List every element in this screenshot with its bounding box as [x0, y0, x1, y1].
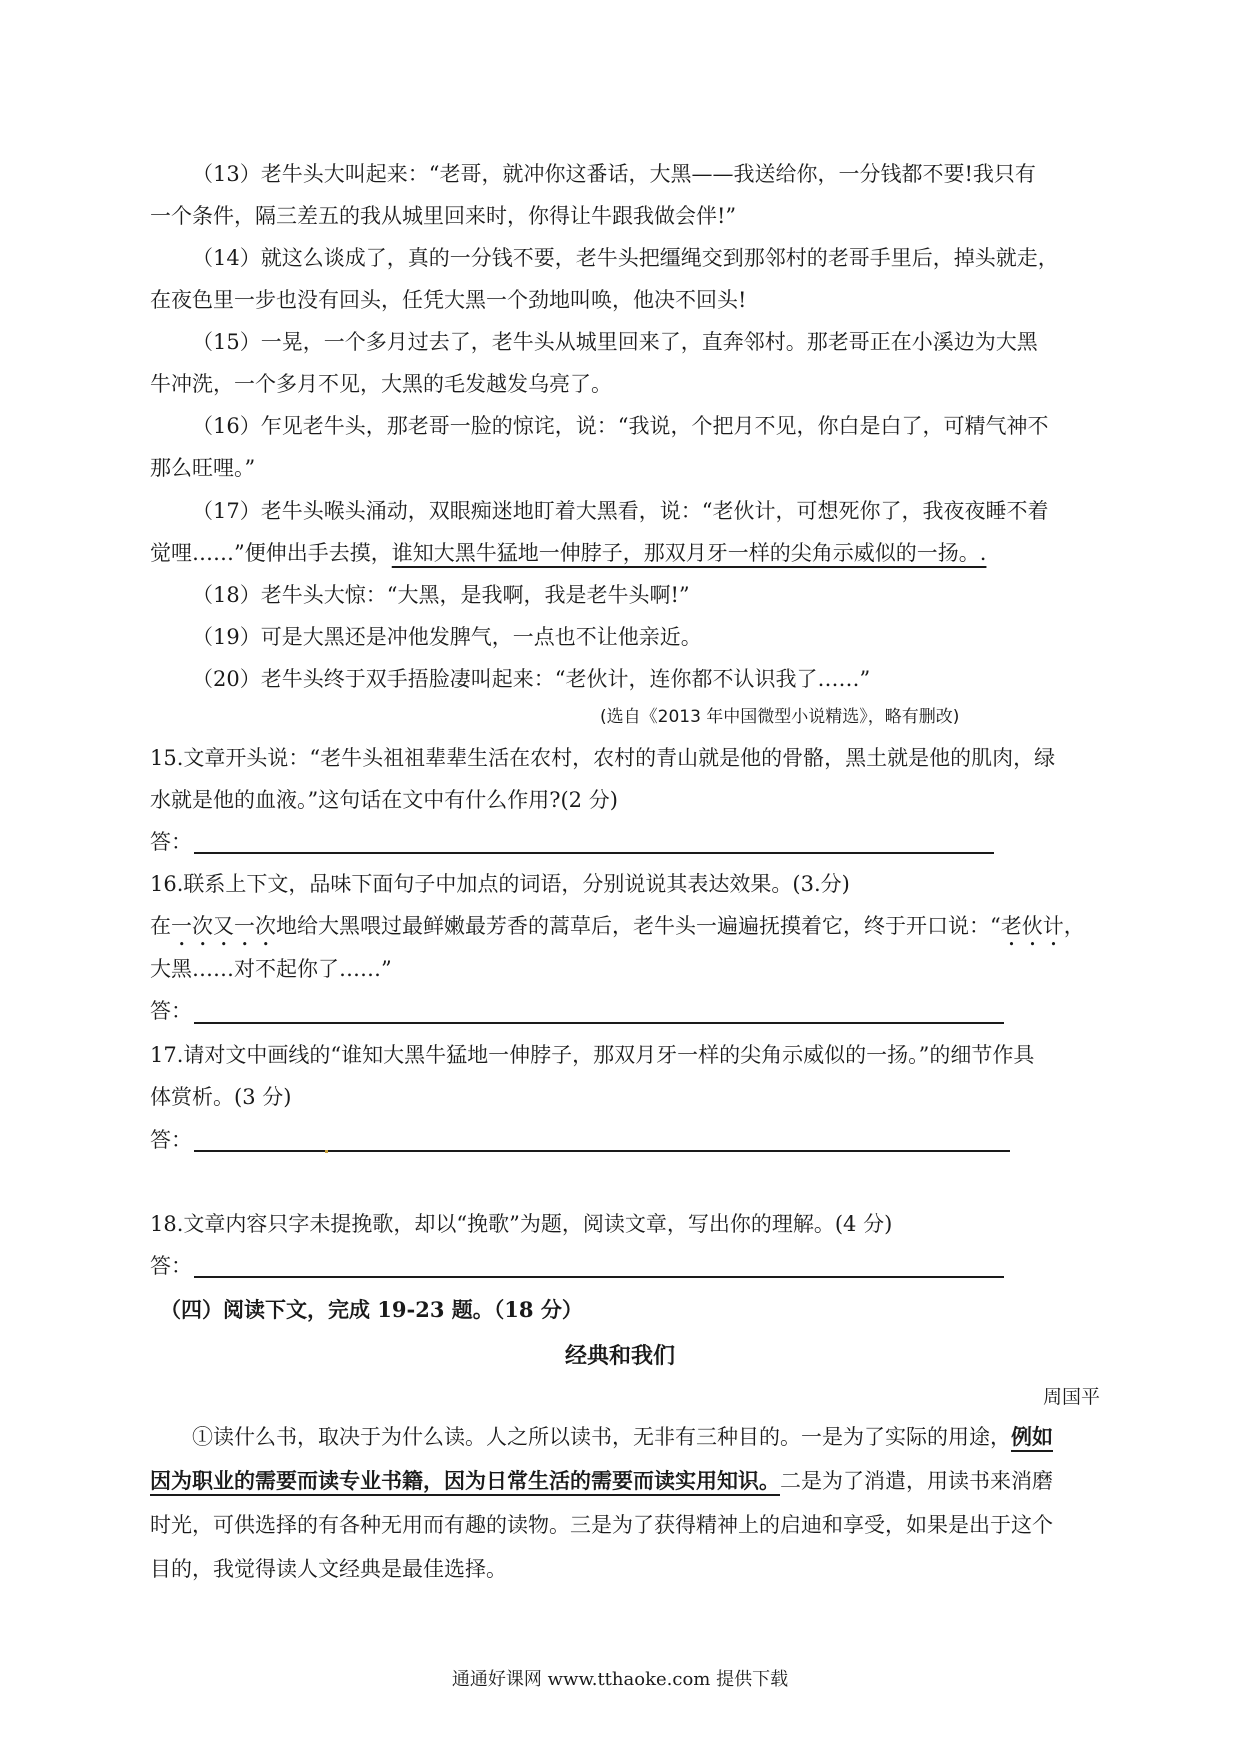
para-13-line1: （13）老牛头大叫起来：“老哥，就冲你这番话，大黑——我送给你，一分钱都不要!我只有: [192, 162, 1036, 186]
para-20: （20）老牛头终于双手捂脸凄叫起来：“老伙计，连你都不认识我了……”: [192, 667, 871, 691]
para-17-line1: （17）老牛头喉头涌动，双眼痴迷地盯着大黑看，说：“老伙计，可想死你了，我夜夜睡不着: [192, 499, 1049, 523]
question-15-line1: 15.文章开头说：“老牛头祖祖辈辈生活在农村，农村的青山就是他的骨骼，黑土就是他的肌肉，绿: [150, 746, 1056, 770]
section-4-heading: （四）阅读下文，完成 19-23 题。（18 分）: [160, 1297, 583, 1322]
para-19: （19）可是大黑还是冲他发脾气，一点也不让他亲近。: [192, 625, 702, 649]
article-p1-line3: 时光，可供选择的有各种无用而有趣的读物。三是为了获得精神上的启迪和享受，如果是出于这个: [150, 1513, 1053, 1537]
scan-speck: [325, 1150, 328, 1153]
article-underlined-b: 因为职业的需要而读专业书籍，因为日常生活的需要而读实用知识。: [150, 1468, 780, 1493]
answer-label-16: 答：: [150, 999, 192, 1023]
source-citation: (选自《2013 年中国微型小说精选》，略有删改): [600, 707, 960, 727]
para-16-line2: 那么旺哩。”: [150, 456, 256, 480]
para-18: （18）老牛头大惊：“大黑，是我啊，我是老牛头啊!”: [192, 583, 690, 607]
q16-text-e: ，: [1063, 914, 1085, 938]
question-15-line2: 水就是他的血液。”这句话在文中有什么作用?(2 分): [150, 788, 618, 812]
para-15-line2: 牛冲洗，一个多月不见，大黑的毛发越发乌亮了。: [150, 372, 612, 396]
para-13-line2: 一个条件，隔三差五的我从城里回来时，你得让牛跟我做会伴!”: [150, 204, 737, 228]
question-18-line1: 18.文章内容只字未提挽歌，却以“挽歌”为题，阅读文章，写出你的理解。(4 分): [150, 1212, 893, 1236]
dotted-word-1: 一次又一次: [171, 914, 276, 938]
article-author: 周国平: [1042, 1386, 1100, 1408]
answer-label-15: 答：: [150, 830, 192, 854]
para-17-text: 觉哩……”便伸出手去摸，: [150, 541, 392, 565]
underlined-detail-sentence: 谁知大黑牛猛地一伸脖子，那双月牙一样的尖角示威似的一扬。.: [391, 541, 987, 565]
page-footer: 通通好课网 www.tthaoke.com 提供下载: [451, 1669, 789, 1690]
answer-label-18: 答：: [150, 1254, 192, 1278]
article-p1-line1: [192, 1423, 1137, 1451]
para-14-line2: 在夜色里一步也没有回头，任凭大黑一个劲地叫唤，他决不回头!: [150, 288, 747, 312]
para-17-line2: [150, 539, 1095, 567]
para-14-line1: （14）就这么谈成了，真的一分钱不要，老牛头把缰绳交到那邻村的老哥手里后，掉头就走，: [192, 246, 1059, 270]
article-underlined-a: 例如: [1011, 1424, 1053, 1449]
question-17-line1: 17.请对文中画线的“谁知大黑牛猛地一伸脖子，那双月牙一样的尖角示威似的一扬。”的细节作具: [150, 1043, 1035, 1067]
answer-line-17[interactable]: [194, 1150, 1010, 1152]
q16-text-c: 地给大黑喂过最鲜嫩最芳香的蒿草后，老牛头一遍遍抚摸着它，终于开口说：“: [276, 914, 1001, 938]
answer-label-17: 答：: [150, 1128, 192, 1152]
article-p1-line4: 目的，我觉得读人文经典是最佳选择。: [150, 1557, 507, 1581]
article-p1-text-a: ①读什么书，取决于为什么读。人之所以读书，无非有三种目的。一是为了实际的用途，: [192, 1425, 1011, 1449]
article-title: 经典和我们: [564, 1343, 675, 1369]
question-16-line2: [150, 912, 1095, 951]
para-15-line1: （15）一晃，一个多月过去了，老牛头从城里回来了，直奔邻村。那老哥正在小溪边为大黑: [192, 330, 1038, 354]
answer-line-16[interactable]: [194, 1022, 1004, 1024]
article-p1-text-b: 二是为了消遣，用读书来消磨: [780, 1469, 1053, 1493]
q16-text-a: 在: [150, 914, 171, 938]
dotted-word-2: 老伙计: [1000, 914, 1064, 938]
para-16-line1: （16）乍见老牛头，那老哥一脸的惊诧，说：“我说，个把月不见，你白是白了，可精气神不: [192, 414, 1049, 438]
answer-line-15[interactable]: [194, 852, 994, 854]
question-16-line3: 大黑……对不起你了……”: [150, 957, 392, 981]
question-17-line2: 体赏析。(3 分): [150, 1085, 292, 1109]
question-16-line1: 16.联系上下文，品味下面句子中加点的词语，分别说说其表达效果。(3.分): [150, 872, 850, 896]
answer-line-18[interactable]: [194, 1276, 1004, 1278]
article-p1-line2: [150, 1467, 1095, 1495]
